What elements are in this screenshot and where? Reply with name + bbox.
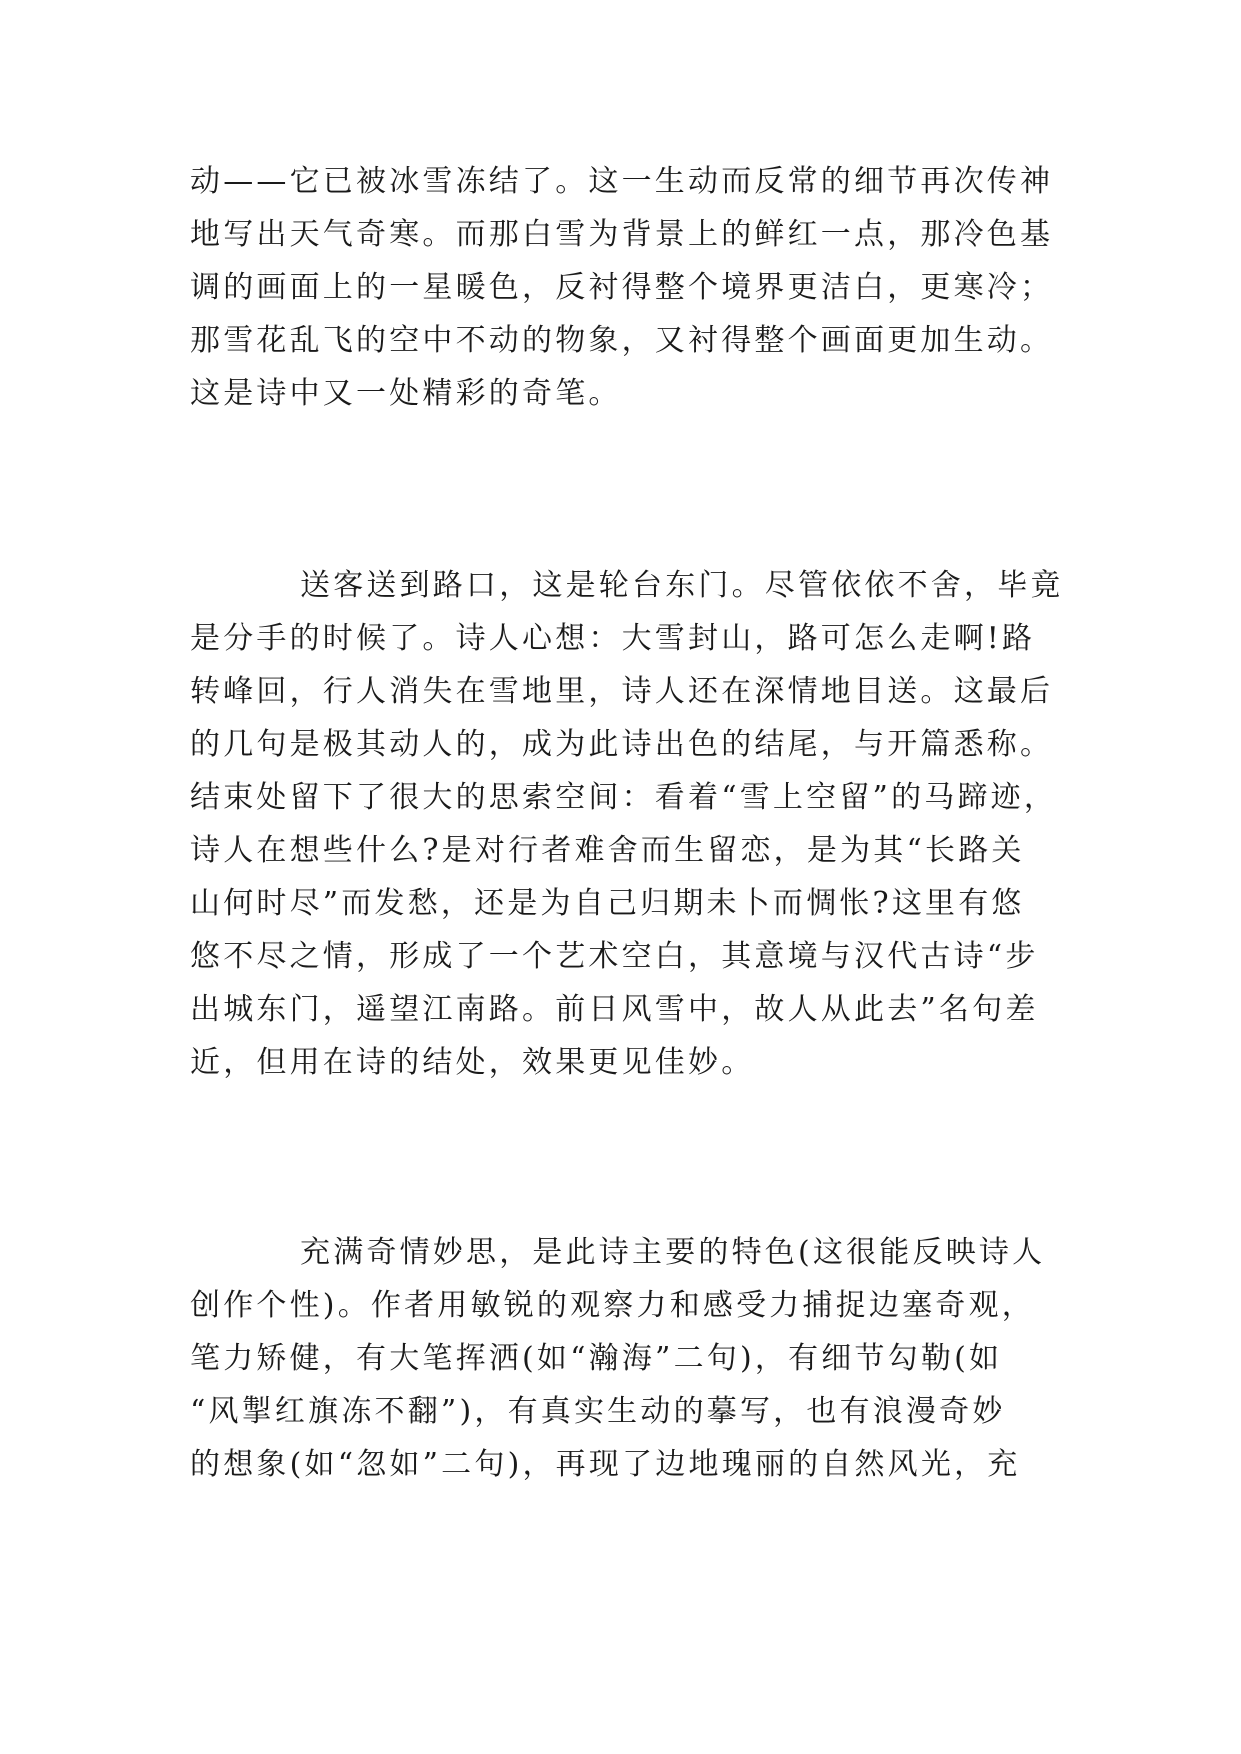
text-line: 动——它已被冰雪冻结了。这一生动而反常的细节再次传神: [190, 164, 1054, 199]
text-line: 是分手的时候了。诗人心想：大雪封山，路可怎么走啊!路: [190, 621, 1036, 656]
text-line: 出城东门，遥望江南路。前日风雪中，故人从此去”名句差: [190, 992, 1039, 1027]
text-line: 送客送到路口，这是轮台东门。尽管依依不舍，毕竟: [300, 568, 1064, 603]
text-line: 转峰回，行人消失在雪地里，诗人还在深情地目送。这最后: [190, 674, 1054, 709]
text-line: 调的画面上的一星暖色，反衬得整个境界更洁白，更寒冷；: [190, 270, 1054, 305]
text-line: 这是诗中又一处精彩的奇笔。: [190, 376, 622, 411]
text-line: 充满奇情妙思，是此诗主要的特色(这很能反映诗人: [300, 1235, 1046, 1270]
text-line: “风掣红旗冻不翻”)，有真实生动的摹写，也有浪漫奇妙: [190, 1394, 1006, 1429]
text-line: 悠不尽之情，形成了一个艺术空白，其意境与汉代古诗“步: [190, 939, 1039, 974]
text-line: 近，但用在诗的结处，效果更见佳妙。: [190, 1045, 755, 1080]
text-line: 结束处留下了很大的思索空间：看着“雪上空留”的马蹄迹，: [190, 780, 1058, 815]
text-line: 诗人在想些什么?是对行者难舍而生留恋，是为其“长路关: [190, 833, 1025, 868]
text-line: 创作个性)。作者用敏锐的观察力和感受力捕捉边塞奇观，: [190, 1288, 1035, 1323]
text-line: 的想象(如“忽如”二句)，再现了边地瑰丽的自然风光，充: [190, 1447, 1021, 1482]
text-line: 山何时尽”而发愁，还是为自己归期未卜而惆怅?这里有悠: [190, 886, 1025, 921]
text-line: 地写出天气奇寒。而那白雪为背景上的鲜红一点，那冷色基: [190, 217, 1054, 252]
text-line: 那雪花乱飞的空中不动的物象，又衬得整个画面更加生动。: [190, 323, 1054, 358]
text-line: 笔力矫健，有大笔挥洒(如“瀚海”二句)，有细节勾勒(如: [190, 1341, 1003, 1376]
text-line: 的几句是极其动人的，成为此诗出色的结尾，与开篇悉称。: [190, 727, 1054, 762]
